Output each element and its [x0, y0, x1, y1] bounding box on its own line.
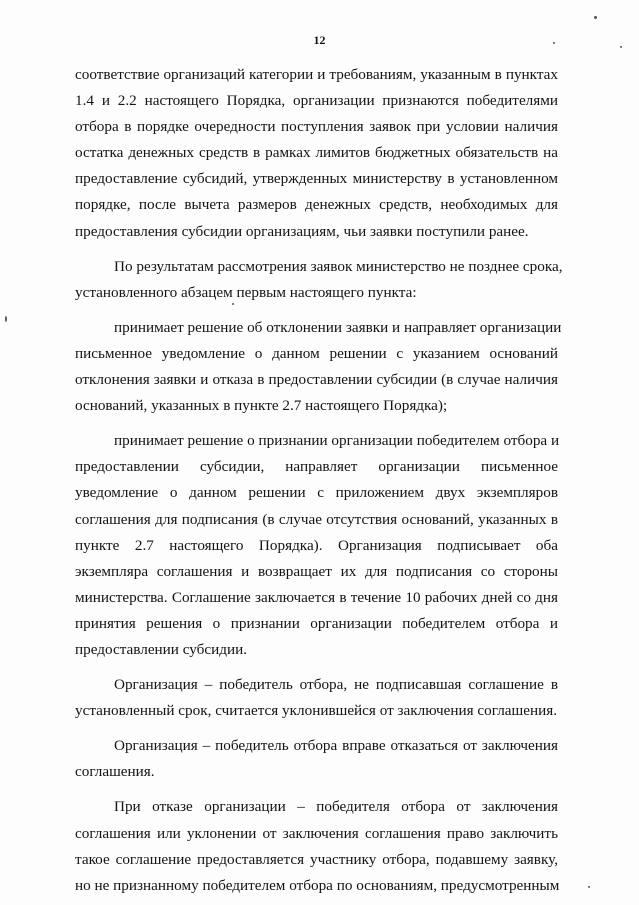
- text-line: соглашения.: [75, 763, 155, 781]
- text-line: установленный срок, считается уклонившейся от заключения соглашения.: [75, 702, 558, 720]
- text-line: предоставлении субсидии, направляет организации письменное: [75, 458, 558, 476]
- text-line: соглашения для подписания (в случае отсутствия оснований, указанных в: [75, 510, 558, 528]
- scan-speck: [588, 886, 590, 888]
- text-line: такое соглашение предоставляется участнику отбора, подавшему заявку,: [75, 850, 558, 868]
- paragraph: [75, 428, 558, 663]
- text-line: порядке, после вычета размеров денежных средств, необходимых для: [75, 196, 558, 214]
- paragraph: [75, 733, 558, 785]
- text-line: принятия решения о признании организации победителем отбора и: [75, 614, 558, 632]
- text-line: но не признанному победителем отбора по основаниям, предусмотренным: [75, 876, 560, 894]
- text-line: соответствие организаций категории и требованиям, указанным в пунктах: [75, 66, 558, 83]
- text-line: Организация – победитель отбора, не подписавшая соглашение в: [114, 676, 558, 694]
- text-line: 1.4 и 2.2 настоящего Порядка, организации признаются победителями: [75, 92, 558, 110]
- scan-speck: [553, 42, 555, 44]
- text-line: предоставлении субсидии.: [75, 640, 248, 658]
- text-line: министерства. Соглашение заключается в течение 10 рабочих дней со дня: [75, 588, 558, 606]
- text-line: принимает решение об отклонении заявки и направляет организации: [114, 318, 562, 336]
- scan-speck: [594, 16, 597, 19]
- text-line: письменное уведомление о данном решении с указанием оснований: [75, 344, 558, 362]
- text-line: остатка денежных средств в рамках лимитов бюджетных обязательств на: [75, 144, 558, 162]
- paragraph: [75, 794, 558, 898]
- paragraph: [75, 315, 562, 419]
- text-line: При отказе организации – победителя отбора от заключения: [114, 798, 558, 816]
- scan-speck: [620, 46, 622, 48]
- text-line: Организация – победитель отбора вправе отказаться от заключения: [114, 737, 558, 755]
- text-line: предоставления субсидии организациям, чьи заявки поступили ранее.: [75, 222, 529, 240]
- text-line: пункте 2.7 настоящего Порядка). Организация подписывает оба: [75, 536, 558, 554]
- text-line: предоставление субсидий, утвержденных министерству в установленном: [75, 170, 558, 188]
- text-line: принимает решение о признании организации победителем отбора и: [114, 432, 560, 450]
- text-line: уведомление о данном решении с приложением двух экземпляров: [75, 484, 558, 502]
- document-body: [75, 62, 563, 899]
- paragraph: [75, 672, 558, 724]
- scan-speck: [232, 303, 234, 305]
- text-line: По результатам рассмотрения заявок министерство не позднее срока,: [114, 257, 563, 275]
- text-line: установленного абзацем первым настоящего пункта:: [75, 283, 417, 301]
- paragraph: [75, 254, 563, 306]
- paragraph: [75, 62, 558, 245]
- text-line: соглашения или уклонении от заключения соглашения право заключить: [75, 824, 558, 842]
- scan-speck: [5, 316, 7, 322]
- text-line: отклонения заявки и отказа в предоставлении субсидии (в случае наличия: [75, 371, 558, 389]
- text-line: отбора в порядке очередности поступления заявок при условии наличия: [75, 118, 558, 136]
- page-number: 12: [313, 33, 326, 47]
- text-line: экземпляра соглашения и возвращает их для подписания со стороны: [75, 562, 558, 580]
- text-line: оснований, указанных в пункте 2.7 настоящего Порядка);: [75, 397, 448, 415]
